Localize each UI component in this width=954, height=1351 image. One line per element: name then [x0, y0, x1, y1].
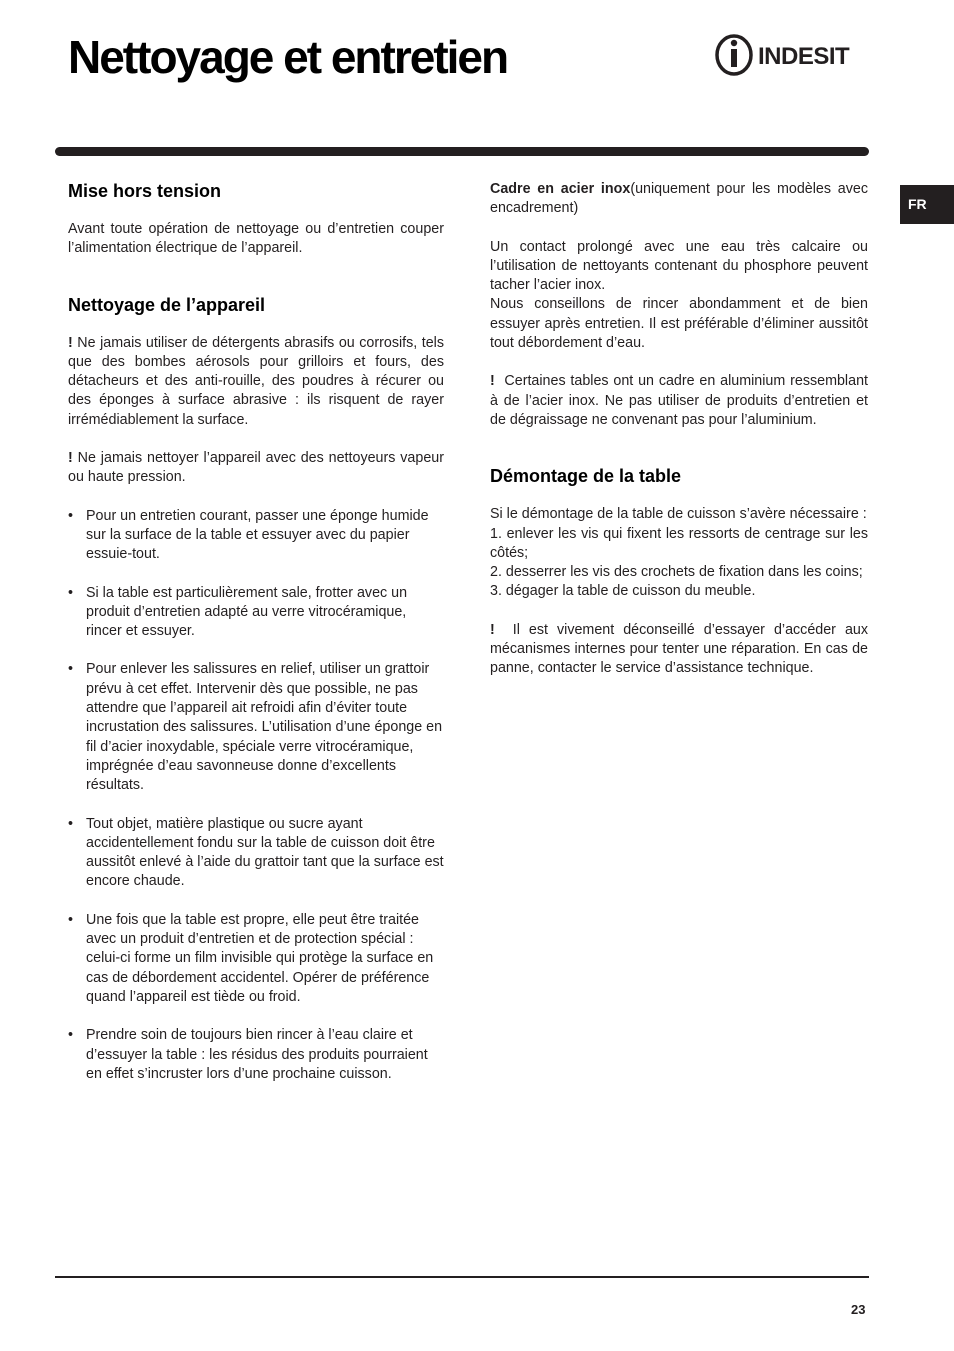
list-item: • Une fois que la table est propre, elle peut être traitée avec un produit d’entretien et de protection spécial : celui-ci forme un film invisible qui protège la surface en cas de débordement accidentel. Opérer de préférence quand l’appareil est tiède ou froid.	[68, 911, 434, 1005]
list-item: • Prendre soin de toujours bien rincer à l’eau claire et d’essuyer la table : les résidus des produits pourraient en effet s’incruster lors d’une prochaine cuisson.	[68, 1027, 428, 1082]
top-divider	[55, 147, 869, 156]
list-item: • Pour un entretien courant, passer une éponge humide sur la surface de la table et essuyer avec du papier essuie-tout.	[68, 507, 429, 563]
list-item: 3. dégager la table de cuisson du meuble.	[490, 583, 756, 600]
heading-demontage: Démontage de la table	[490, 466, 682, 487]
left-column	[68, 180, 444, 1084]
paragraph-inox-rinse: Nous conseillons de rincer abondamment et de bien essuyer après entretien. Il est préférable d’éliminer aussitôt tout débordement d’eau.	[490, 296, 868, 352]
warning-icon: !	[68, 450, 73, 467]
bullet-icon: •	[68, 507, 74, 524]
page-number: 23	[851, 1302, 866, 1317]
bottom-divider	[55, 1276, 869, 1278]
bullet-icon: •	[68, 815, 74, 832]
frame-intro	[490, 180, 868, 219]
page-title: Nettoyage et entretien	[68, 31, 508, 83]
list-item: • Si la table est particulièrement sale, frotter avec un produit d’entretien adapté au verre vitrocéramique, rincer et essuyer.	[68, 584, 408, 640]
warning-steam	[68, 449, 444, 488]
indesit-logo	[714, 33, 870, 77]
warning-abrasives-text: Ne jamais utiliser de détergents abrasifs ou corrosifs, tels que des bombes aérosols pour grilloirs et fours, des détacheurs et des anti-rouille, des poudres à récurer ou des éponges à surface abrasive : ils risquent de rayer irrémédiablement la surface.	[68, 334, 445, 428]
warning-aluminium-text: Certaines tables ont un cadre en aluminium ressemblant à de l’acier inox. Ne pas utiliser de produits d’entretien et de dégraissage ne convenant pas pour l’aluminium.	[490, 373, 868, 428]
heading-nettoyage-appareil: Nettoyage de l’appareil	[68, 294, 266, 315]
warning-repair	[490, 621, 868, 679]
list-item: 2. desserrer les vis des crochets de fixation dans les coins;	[490, 564, 863, 581]
warning-steam-text: Ne jamais nettoyer l’appareil avec des nettoyeurs vapeur ou haute pression.	[68, 450, 444, 486]
paragraph-demontage-intro: Si le démontage de la table de cuisson s’avère nécessaire :	[490, 506, 867, 523]
warning-repair-text: Il est vivement déconseillé d’essayer d’accéder aux mécanismes internes pour tenter une réparation. En cas de panne, contacter le service d’assistance technique.	[490, 621, 868, 677]
bullet-icon: •	[68, 911, 74, 928]
warning-icon: !	[68, 334, 73, 351]
bullet-icon: •	[68, 661, 74, 678]
warning-aluminium	[490, 372, 868, 430]
right-column	[490, 180, 868, 679]
paragraph-inox-stain: Un contact prolongé avec une eau très calcaire ou l’utilisation de nettoyants contenant du phosphore peuvent tacher l’acier inox.	[490, 238, 868, 294]
frame-note: (uniquement pour les modèles avec encadrement)	[490, 181, 869, 217]
warning-abrasives	[68, 334, 444, 430]
list-item: • Tout objet, matière plastique ou sucre ayant accidentellement fondu sur la table de cuisson doit être aussitôt enlevé à l’aide du grattoir tant que la surface est encore chaude.	[68, 815, 444, 890]
frame-heading: Cadre en acier inox	[490, 181, 631, 197]
bullet-icon: •	[68, 584, 74, 601]
warning-icon: !	[490, 621, 495, 638]
language-tab: FR	[900, 185, 954, 224]
brand-wordmark: INDESIT	[758, 43, 850, 70]
list-item: 1. enlever les vis qui fixent les ressorts de centrage sur les côtés;	[490, 525, 868, 561]
paragraph-power-off: Avant toute opération de nettoyage ou d’entretien couper l’alimentation électrique de l’appareil.	[68, 221, 444, 257]
heading-mise-hors-tension: Mise hors tension	[68, 181, 222, 201]
bullet-icon: •	[68, 1027, 74, 1044]
warning-icon: !	[490, 373, 495, 390]
list-item: • Pour enlever les salissures en relief, utiliser un grattoir prévu à cet effet. Intervenir dès que possible, ne pas attendre que l’appareil ait refroidi afin d’éviter toute incrustation des salissures. L’utilisation d’une éponge en fil d’acier inoxydable, spéciale verre vitrocéramique, imprégnée d’eau savonneuse donne d’excellents résultats.	[68, 661, 443, 794]
